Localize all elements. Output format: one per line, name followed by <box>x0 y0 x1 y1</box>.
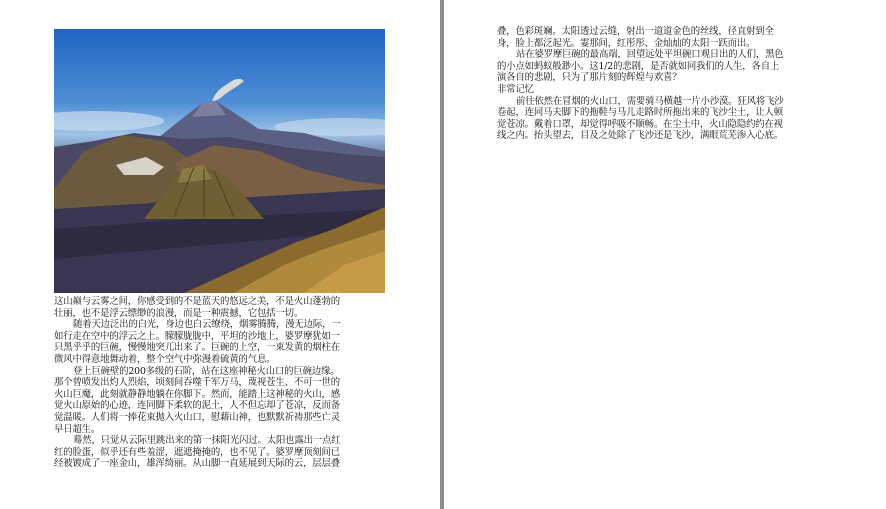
paragraph-line: 那个曾喷发出灼人烈焰，顷刻间吞噬千军万马，蔑视苍生、不可一世的 <box>54 377 340 389</box>
paragraph-line: 前往依然在冒烟的火山口，需要骑马横越一片小沙漠。狂风将飞沙 <box>516 95 784 107</box>
paragraph-line: 火山巨魔，此刻就静静地躺在你脚下。然而，能踏上这神秘的火山，感 <box>54 388 340 400</box>
paragraph-line: 这山巅与云雾之间，你感受到的不是蓝天的悠远之美，不是火山蓬勃的 <box>54 296 340 307</box>
paragraph-line: 觉温暖。人们将一捧花束抛入火山口，慰藉山神，也默默祈祷那些亡灵 <box>54 411 340 423</box>
paragraph-line: 只黑乎乎的巨碗，慢慢地突兀出来了。巨碗的上空，一束发黄的烟柱在 <box>54 342 340 354</box>
paragraph-line: 登上巨碗壁的200多级的石阶，站在这座神秘火山口的巨碗边缘。 <box>73 365 340 377</box>
volcano-illustration <box>54 29 385 293</box>
paragraph-line: 演各自的悲剧，只为了那片刻的辉煌与欢喜？ <box>497 72 682 84</box>
paragraph-line: 的小点如蚂蚁般渺小。这1/2的悲剧，是否就如同我们的人生，各自上 <box>497 60 780 72</box>
left-page <box>0 0 440 509</box>
paragraph-line: 随着天边泛出的白光，身边也白云缭绕，烟雾腾腾，漫无边际，一 <box>73 319 341 331</box>
paragraph-line: 叠，色彩斑斓。太阳透过云缝，射出一道道金色的丝线，径直射到全 <box>497 26 774 37</box>
paragraph-line: 线之内。抬头望去，目及之处除了飞沙还是飞沙，满眼荒芜渗入心底。 <box>497 130 783 142</box>
paragraph-line: 如行走在空中的浮云之上。朦朦胧胧中，平坦的沙地上，婆罗摩犹如一 <box>54 330 340 342</box>
paragraph-line: 觉火山原始的心迹，连同脚下柔软的泥土，人不但忘却了苍凉，反而备 <box>54 400 340 412</box>
paragraph-line: 觉苍凉。戴着口罩，却觉得呼吸不顺畅。在尘土中，火山隐隐约约在视 <box>497 118 783 130</box>
paragraph-line: 红的脸蛋，似乎还有些羞涩，遮遮掩掩的，也不见了。婆罗摩顶刻间已 <box>54 446 340 458</box>
paragraph-line: 微风中得意地舞动着，整个空气中弥漫着硫黄的气息。 <box>54 353 276 365</box>
left-page-text <box>54 296 388 470</box>
paragraph-line: 卷起，连同马夫脚下的拖鞋与马儿走路时所拖出来的飞沙尘土，让人顿 <box>497 107 783 119</box>
paragraph-line: 身，脸上都泛起光。霎那间，红彤彤、金灿灿的太阳一跃而出。 <box>497 37 756 49</box>
paragraph-line: 经被镀成了一座金山，雄浑绮丽。从山脚一直延展到天际的云，层层叠 <box>54 458 340 470</box>
paragraph-line: 站在婆罗摩巨碗的最高端，回望远处平坦碗口观日出的人们，黑色 <box>516 49 784 61</box>
paragraph-line: 蓦然，只觉从云际里跳出来的第一抹阳光闪过。太阳也露出一点红 <box>73 435 341 447</box>
right-page-text <box>497 26 837 142</box>
volcano-photo <box>54 29 385 293</box>
paragraph-line: 早日超生。 <box>54 423 101 435</box>
paragraph-line: 壮丽，也不是浮云缥缈的浪漫，而是一种震撼，它包括一切。 <box>54 307 304 319</box>
section-heading: 非常记忆 <box>497 83 534 95</box>
